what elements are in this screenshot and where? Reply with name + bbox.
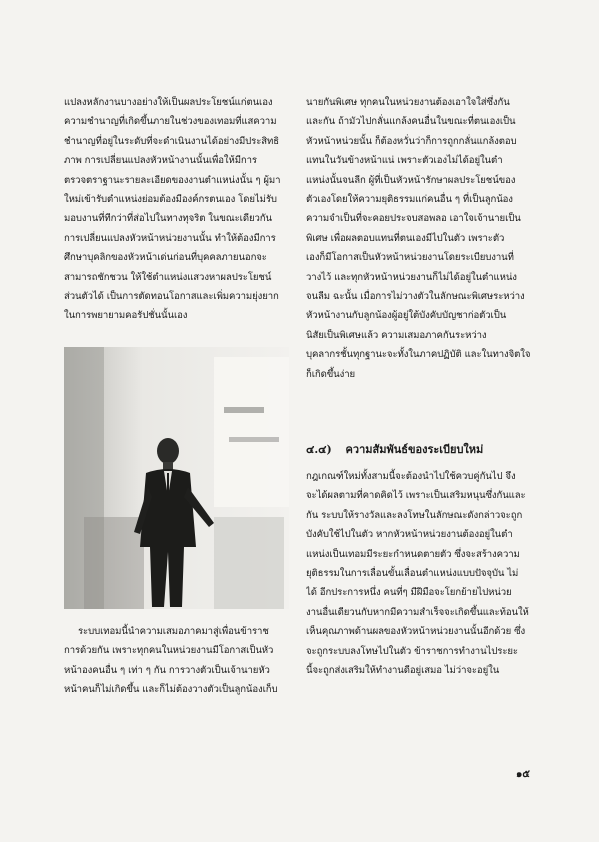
text-line: ส่วนตัวได้ เป็นการตัดทอนโอกาสและเพิ่มความยุ่งยาก <box>64 291 279 303</box>
text-line: หัวหน้างานกับลูกน้องผู้อยู่ใต้บังคับบัญชาก่อตัวเป็น <box>306 310 507 322</box>
text-line: เห็นคุณภาพด้านผลของหัวหน้าหน่วยงานนั้นอีกด้วย ซึ่ง <box>306 626 526 638</box>
text-line: ในการพยายามคอรัปชั่นนั้นเอง <box>64 310 188 322</box>
text-line: หัวหน้าหน่วยนั้น ก็ต้องหวั่นว่าก็การถูกกลั่นแกล้งตอบ <box>306 135 517 147</box>
text-line: มอบงานที่ทีกว่าที่ส่อไปในทางทุจริต ในขณะเดียวกัน <box>64 213 272 225</box>
text-line: ชำนาญที่อยู่ในระดับที่จะดำเนินงานได้อย่างมีประสิทธิ <box>64 135 280 147</box>
text-line: จะได้ผลตามที่คาดคิดไว้ เพราะเป็นเสริมหนุนซึ่งกันและ <box>306 490 526 502</box>
text-line: สามารถชักชวน ให้ใช้ตำแหน่งแสวงหาผลประโยชน์ <box>64 271 272 283</box>
text-line: ศึกษาบุคลิกของหัวหน้าเด่นก่อนที่บุคคลภายนอกจะ <box>64 252 267 264</box>
text-line: ได้ อีกประการหนึ่ง คนที่ๆ มีฝีมือจะโยกย้ายไปหน่วย <box>306 587 512 599</box>
text-line: พิเศษ เพื่อผลตอบแทนที่ตนเองมีไปในตัว เพราะตัว <box>306 232 505 244</box>
text-line: ใหม่เข้ารับตำแหน่งย่อมต้องมีองค์กรตนเอง โดยไม่รับ <box>64 194 277 206</box>
right-column-bottom-text <box>306 467 536 680</box>
text-line: บุคลากรชั้นทุกฐานะจะทั้งในภาคปฏิบัติ และในทางจิตใจ <box>306 349 531 361</box>
text-line: และกัน ถ้ามัวไปกลั่นแกล้งคนอื่นในขณะที่ตนเองเป็น <box>306 116 516 128</box>
text-line: ยุติธรรมในการเลื่อนขั้นเลื่อนตำแหน่งแบบปัจจุบัน ไม่ <box>306 568 519 580</box>
section-heading <box>306 440 536 460</box>
text-line: วางไว้ และทุกหัวหน้าหน่วยงานก็ไม่ได้อยู่ในตำแหน่ง <box>306 271 517 283</box>
text-line: ภาพ การเปลี่ยนแปลงหัวหน้างานนั้นเพื่อให้มีการ <box>64 155 257 167</box>
text-line: แทนในวันข้างหน้าแน่ เพราะตัวเองไม่ได้อยู่ในตำ <box>306 155 503 167</box>
photo-illustration <box>64 347 289 609</box>
text-line: นายกันพิเศษ ทุกคนในหน่วยงานต้องเอาใจใส่ซึ่งกัน <box>306 97 510 108</box>
left-column-bottom-text <box>64 622 289 700</box>
section-number: ๔.๔) <box>306 443 332 456</box>
text-line: การเปลี่ยนแปลงหัวหน้าหน่วยงานนั้น ทำให้ต้องมีการ <box>64 232 276 244</box>
text-line: แหน่งเป็นเทอมมีระยะกำหนดตายตัว ซึ่งจะสร้างความ <box>306 548 520 560</box>
text-line: นี้จะถูกส่งเสริมให้ทำงานดีอยู่เสมอ ไม่ว่าจะอยู่ใน <box>306 665 500 677</box>
text-line: หน้าองคนอื่น ๆ เท่า ๆ กัน การวางตัวเป็นเจ้านายหัว <box>64 664 270 676</box>
text-line: การด้วยกัน เพราะทุกคนในหน่วยงานมีโอกาสเป็นหัว <box>64 645 274 657</box>
text-line: ตัวเองโดยให้ความยุติธรรมแก่คนอื่น ๆ ที่เป็นลูกน้อง <box>306 194 513 206</box>
text-line: จนลีม ฉะนั้น เมื่อการไม่วางตัวในลักษณะพิเศษระหว่าง <box>306 291 525 303</box>
text-line: แปลงหลักงานบางอย่างให้เป็นผลประโยชน์แก่ตนเอง <box>64 97 273 108</box>
section-title: ความสัมพันธ์ของระเบียบใหม่ <box>345 443 484 456</box>
right-column-top-text <box>306 93 536 384</box>
text-line: ความชำนาญที่เกิดขึ้นภายในช่วงของเทอมที่แสความ <box>64 116 277 128</box>
text-line: หน้าคนก็ไม่เกิดขึ้น และก็ไม่ต้องวางตัวเป็นลูกน้องเก็บ <box>64 684 278 696</box>
left-column-top-text <box>64 93 289 326</box>
text-line: แหน่งนั้นจนลีก ผู้ที่เป็นหัวหน้ารักษาผลประโยชน์ของ <box>306 174 516 186</box>
text-line: ตรวจตราฐานะรายละเอียดของงานตำแหน่งนั้น ๆ ผู้มา <box>64 174 281 186</box>
text-line: จะถูกระบบลงโทษไปในตัว ข้าราชการทำงานไประยะ <box>306 645 518 657</box>
text-line: ก็เกิดขึ้นง่าย <box>306 368 356 380</box>
text-line: ความจำเป็นที่จะคอยประจบสอพลอ เอาใจเจ้านายเป็น <box>306 213 521 225</box>
text-line: นิสัยเป็นพิเศษแล้ว ความเสมอภาคกันระหว่าง <box>306 329 487 341</box>
text-line: บังคับใช้ไปในตัว หากหัวหน้าหน่วยงานต้องอยู่ในตำ <box>306 529 513 541</box>
photo-man-in-suit <box>64 347 289 609</box>
page-number: ๑๕ <box>516 769 530 780</box>
text-line: ระบบเทอมนี้นำความเสมอภาคมาสู่เพื่อนข้าราช <box>78 626 269 637</box>
text-line: กัน ระบบให้รางวัลและลงโทษในลักษณะดังกล่าวจะถูก <box>306 509 523 521</box>
text-line: เองก็มีโอกาสเป็นหัวหน้าหน่วยงานโดยระเบียบงานที่ <box>306 252 514 264</box>
text-line: กฎเกณฑ์ใหม่ทั้งสามนี้จะต้องนำไปใช้ควบคู่กันไป จึง <box>306 471 516 482</box>
text-line: งานอื่นเดียวนกับหากมีความสำเร็จจะเกิดขึ้นและท้อนให้ <box>306 606 529 618</box>
